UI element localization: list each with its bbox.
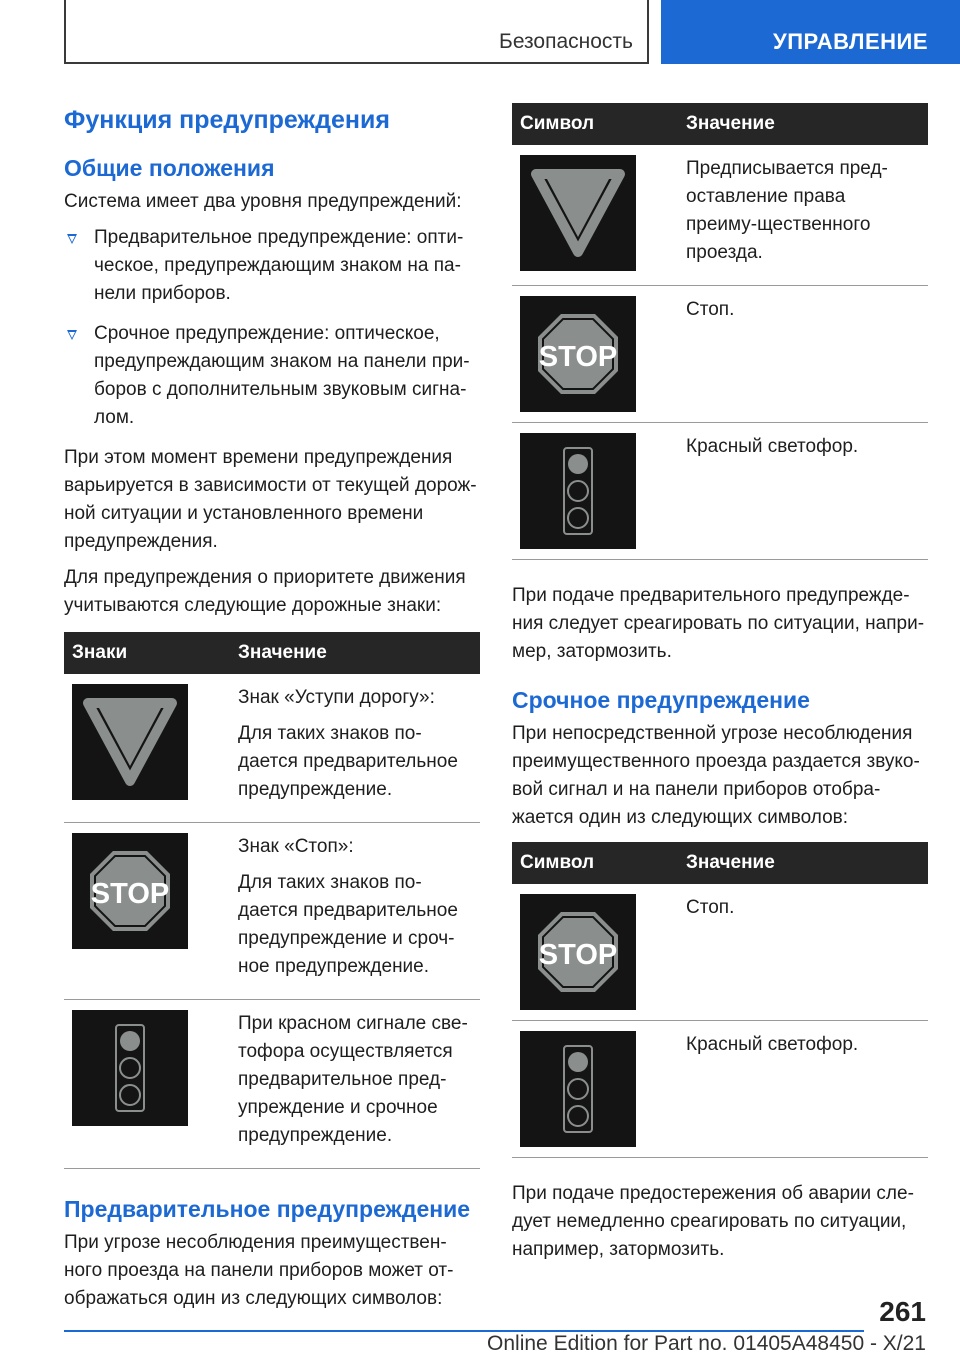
timing-text: При этом момент времени предупреждения варьируется в зависимости от текущей дорож-ной ситуации и установленного времени предупреждения. <box>64 447 477 552</box>
table-header-row <box>512 842 928 884</box>
pre-warning-symbols-table <box>512 103 928 560</box>
traffic-light-icon <box>520 433 636 549</box>
svg-text:STOP: STOP <box>538 939 618 971</box>
left-column <box>64 104 480 1321</box>
stop-sign-icon <box>72 833 188 949</box>
bullet-triangle-icon <box>67 234 77 244</box>
traffic-light-icon <box>520 1031 636 1147</box>
header-section: Безопасность <box>499 30 633 53</box>
urgent-warning-text: При непосредственной угрозе несоблюдения преимущественного проезда раздается звуко-вой сигнал и на панели приборов отобра-жается один из следующих символов: <box>512 723 920 828</box>
heading-pre-warning: Предварительное предупреждение <box>64 1196 471 1222</box>
signs-intro-text: Для предупреждения о приоритете движения учитываются следующие дорожные знаки: <box>64 567 466 616</box>
column-header: Символ <box>512 842 678 884</box>
table-row: STOP Знак «Стоп»: Для таких знаков по-дается предварительное предупреждение и сроч-ное предупреждение. <box>64 823 480 1000</box>
intro-text: Система имеет два уровня предупреждений: <box>64 191 462 212</box>
yield-sign-icon <box>72 684 188 800</box>
page-number: 261 <box>879 1296 926 1327</box>
list-item: Срочное предупреждение: оптическое, предупреждающим знаком на панели при-боров с дополнительным звуковым сигна-лом. <box>64 320 480 432</box>
page-title: Функция предупреждения <box>64 106 390 134</box>
heading-urgent-warning: Срочное предупреждение <box>512 687 810 713</box>
right-column <box>512 103 928 1272</box>
stop-sign-icon <box>520 894 636 1010</box>
heading-general: Общие положения <box>64 155 275 181</box>
table-header-row <box>64 632 480 674</box>
footer-edition: Online Edition for Part no. 01405A48450 - X/21 <box>487 1332 926 1355</box>
table-row: При красном сигнале све-тофора осуществляется предварительное пред-упреждение и срочное предупреждение. <box>64 1000 480 1169</box>
bullet-triangle-icon <box>67 330 77 340</box>
table-header-row <box>512 103 928 145</box>
header-section-tab <box>64 0 649 64</box>
column-header: Значение <box>678 103 928 145</box>
collision-warning-text: При подаче предостережения об аварии сле-дует немедленно среагировать по ситуации, например, затормозить. <box>512 1183 914 1260</box>
list-item: Предварительное предупреждение: опти-ческое, предупреждающим знаком на па-нели приборов. <box>64 224 480 308</box>
warning-levels-list <box>64 224 480 432</box>
svg-text:STOP: STOP <box>90 878 170 910</box>
signs-table <box>64 632 480 1169</box>
header-chapter-tab <box>661 0 960 64</box>
column-header: Значение <box>678 842 928 884</box>
header-chapter: УПРАВЛЕНИЕ <box>773 29 928 54</box>
column-header: Знаки <box>64 632 230 674</box>
table-row: STOP Стоп. <box>512 884 928 1021</box>
table-row: STOP Стоп. <box>512 286 928 423</box>
urgent-symbols-table <box>512 842 928 1158</box>
traffic-light-icon <box>72 1010 188 1126</box>
column-header: Значение <box>230 632 480 674</box>
svg-text:STOP: STOP <box>538 341 618 373</box>
stop-sign-icon <box>520 296 636 412</box>
yield-sign-icon <box>520 155 636 271</box>
table-row: Красный светофор. <box>512 1021 928 1158</box>
table-row: Знак «Уступи дорогу»: Для таких знаков по-дается предварительное предупреждение. <box>64 674 480 823</box>
pre-warning-text: При угрозе несоблюдения преимуществен-ного проезда на панели приборов может от-ображаться один из следующих символов: <box>64 1232 454 1309</box>
table-row: Красный светофор. <box>512 423 928 560</box>
pre-warning-action-text: При подаче предварительного предупрежде-ния следует среагировать по ситуации, напри-мер, затормозить. <box>512 585 925 662</box>
column-header: Символ <box>512 103 678 145</box>
table-row: Предписывается пред-оставление права преиму-щественного проезда. <box>512 145 928 286</box>
